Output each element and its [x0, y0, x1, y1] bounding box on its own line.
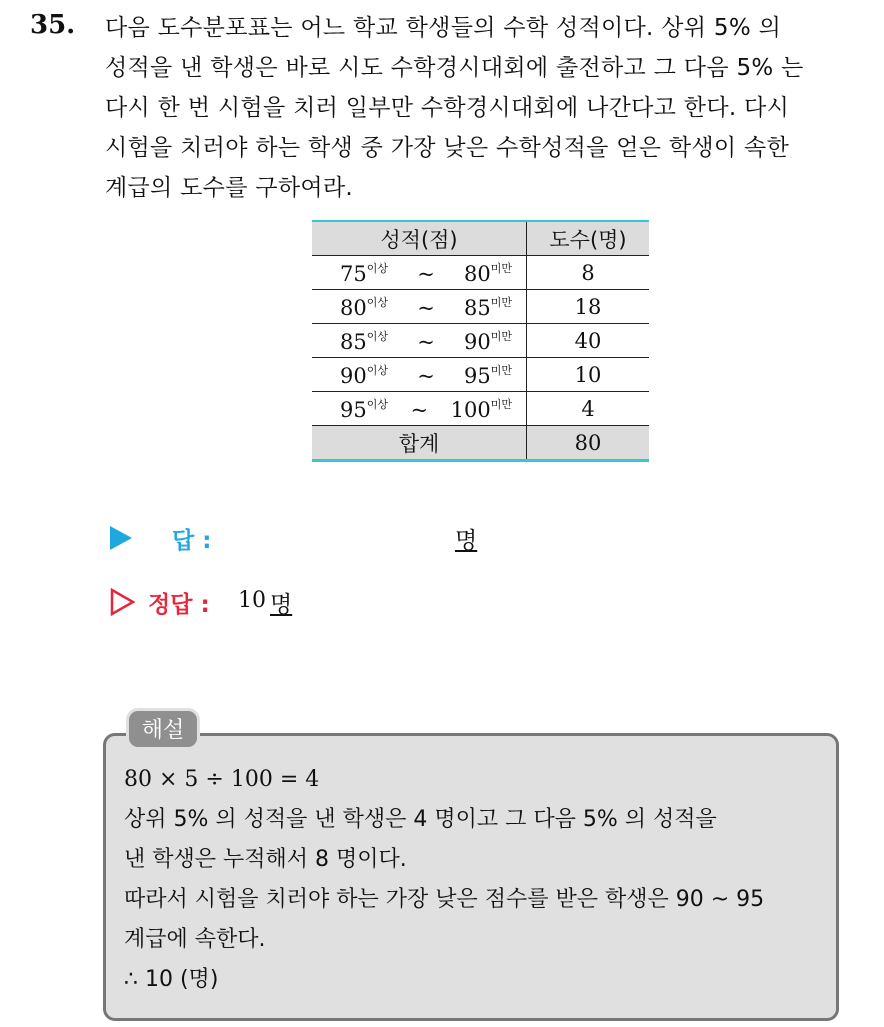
range-to-suffix: 미만: [490, 329, 512, 343]
score-range: [312, 328, 526, 354]
score-range-cell: [312, 392, 527, 426]
correct-value: 10: [238, 588, 266, 613]
range-to-suffix: 미만: [490, 261, 512, 275]
question-line: 다음 도수분포표는 어느 학교 학생들의 수학 성적이다. 상위 5% 의: [105, 15, 782, 41]
solution-line: 상위 5% 의 성적을 낸 학생은 4 명이고 그 다음 5% 의 성적을: [124, 807, 717, 832]
range-tilde: ~: [417, 261, 435, 286]
header-frequency: 도수(명): [527, 221, 650, 256]
solution-text: [124, 760, 824, 1000]
answer-label: 답 :: [172, 528, 212, 554]
range-from-value: 75: [340, 261, 367, 286]
range-from: [340, 396, 388, 422]
range-to: [464, 328, 512, 354]
range-from: [340, 328, 388, 354]
range-from-value: 90: [340, 363, 367, 388]
frequency-cell: 8: [527, 256, 650, 290]
score-range: [312, 362, 526, 388]
range-from-suffix: 이상: [366, 363, 388, 377]
range-to-suffix: 미만: [490, 363, 512, 377]
range-from-value: 95: [340, 397, 367, 422]
score-range: [312, 260, 526, 286]
total-value: 80: [527, 426, 650, 461]
range-from-suffix: 이상: [366, 329, 388, 343]
correct-label: 정답 :: [148, 592, 210, 618]
score-range-cell: [312, 256, 527, 290]
question-line: 시험을 치러야 하는 학생 중 가장 낮은 수학성적을 얻은 학생이 속한: [105, 135, 790, 161]
table-row: [312, 256, 649, 290]
question-number: 35.: [30, 10, 76, 40]
question-line: 성적을 낸 학생은 바로 시도 수학경시대회에 출전하고 그 다음 5% 는: [105, 55, 804, 81]
solution-line: ∴ 10 (명): [124, 967, 219, 992]
range-tilde: ~: [417, 329, 435, 354]
solution-tab: 해설: [126, 708, 200, 750]
question-text: [105, 8, 865, 208]
range-from-suffix: 이상: [366, 397, 388, 411]
range-to: [464, 294, 512, 320]
range-from-suffix: 이상: [366, 261, 388, 275]
outline-triangle-icon: [110, 588, 136, 616]
range-to: [464, 260, 512, 286]
table-row: [312, 392, 649, 426]
question-line: 다시 한 번 시험을 치러 일부만 수학경시대회에 나간다고 한다. 다시: [105, 95, 790, 121]
range-from-value: 80: [340, 295, 367, 320]
score-range-cell: [312, 358, 527, 392]
range-from-value: 85: [340, 329, 367, 354]
score-range-cell: [312, 290, 527, 324]
solution-line: 따라서 시험을 치러야 하는 가장 낮은 점수를 받은 학생은 90 ~ 95: [124, 887, 765, 912]
frequency-cell: 10: [527, 358, 650, 392]
total-label: 합계: [312, 426, 527, 461]
range-to-value: 85: [463, 295, 491, 320]
table-header-row: [312, 221, 649, 256]
frequency-cell: 4: [527, 392, 650, 426]
correct-unit: 명: [270, 592, 293, 618]
frequency-cell: 40: [527, 324, 650, 358]
solution-line: 계급에 속한다.: [124, 927, 266, 952]
range-to: [464, 362, 512, 388]
range-to-value: 80: [463, 261, 491, 286]
range-tilde: ~: [410, 397, 429, 422]
range-to-value: 90: [463, 329, 491, 354]
solution-line: 낸 학생은 누적해서 8 명이다.: [124, 847, 407, 872]
range-tilde: ~: [417, 295, 435, 320]
frequency-cell: 18: [527, 290, 650, 324]
range-from: [340, 294, 388, 320]
range-to-suffix: 미만: [490, 295, 512, 309]
range-to-suffix: 미만: [490, 397, 512, 411]
range-from: [340, 260, 388, 286]
solution-line: 80 × 5 ÷ 100 = 4: [124, 767, 320, 792]
range-to: [451, 396, 512, 422]
range-to-value: 100: [450, 397, 491, 422]
answer-unit: 명: [455, 528, 478, 554]
range-tilde: ~: [417, 363, 435, 388]
range-from: [340, 362, 388, 388]
question-line: 계급의 도수를 구하여라.: [105, 175, 354, 201]
table-total-row: [312, 426, 649, 461]
table-row: [312, 324, 649, 358]
score-range: [312, 396, 526, 422]
header-score: 성적(점): [312, 221, 527, 256]
range-from-suffix: 이상: [366, 295, 388, 309]
table-row: [312, 358, 649, 392]
table-row: [312, 290, 649, 324]
filled-triangle-icon: [110, 526, 132, 550]
frequency-table: [312, 220, 649, 462]
score-range-cell: [312, 324, 527, 358]
range-to-value: 95: [463, 363, 491, 388]
score-range: [312, 294, 526, 320]
